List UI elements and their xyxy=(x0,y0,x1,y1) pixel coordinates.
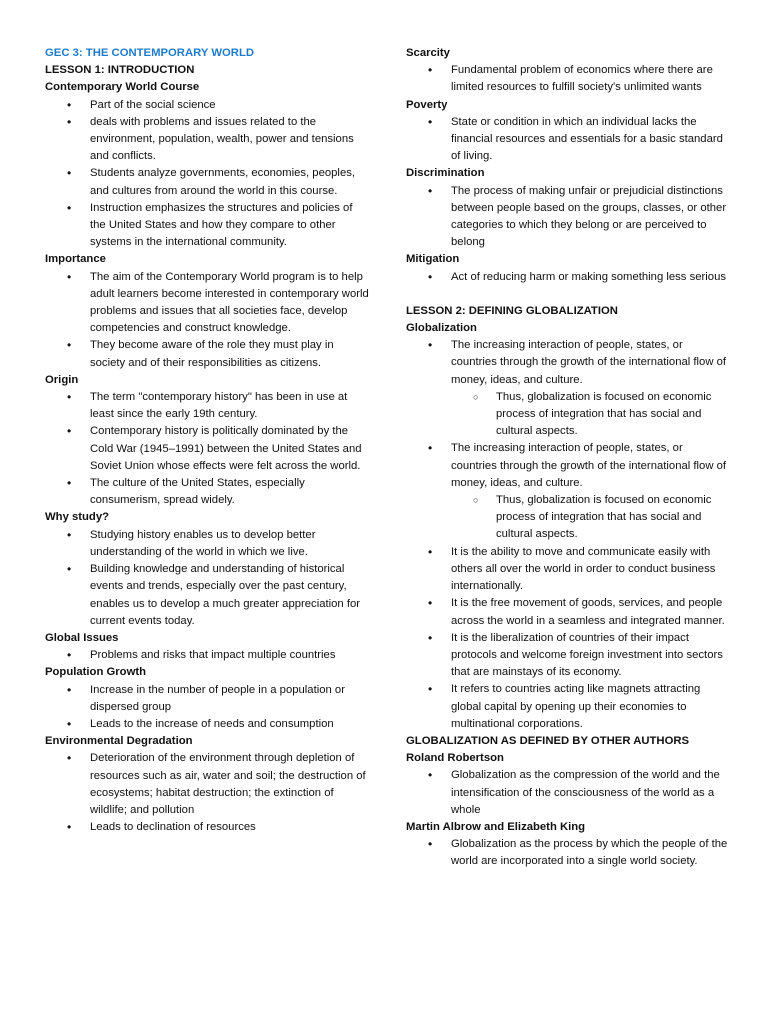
bullet-item: • Increase in the number of people in a population or dispersed group xyxy=(45,682,370,716)
bullet-item: • Instruction emphasizes the structures and policies of the United States and how they compare to other systems in the international community. xyxy=(45,200,370,252)
bullet-item xyxy=(406,337,728,440)
sub-bullet-item: ○ Thus, globalization is focused on economic process of integration that has social and cultural aspects. xyxy=(451,389,728,441)
bullet-item: • They become aware of the role they must play in society and of their responsibilities as citizens. xyxy=(45,337,370,371)
right-column xyxy=(406,45,728,871)
section-heading: Environmental Degradation xyxy=(45,735,193,748)
bullet-list xyxy=(45,750,370,836)
bullet-item: • Building knowledge and understanding of historical events and trends, especially over the past century, enables us to develop a much greater appreciation for current events today. xyxy=(45,561,370,630)
bullet-text: The increasing interaction of people, states, or countries through the growth of the international flow of money, ideas, and culture. xyxy=(451,442,727,489)
section-heading: Discrimination xyxy=(406,167,485,180)
bullet-list xyxy=(45,647,370,664)
bullet-list xyxy=(45,97,370,252)
bullet-item: • It is the ability to move and communicate easily with others all over the world in order to conduct business internationally. xyxy=(406,544,728,596)
bullet-item: • Studying history enables us to develop better understanding of the world in which we live. xyxy=(45,527,370,561)
bullet-list xyxy=(406,114,728,166)
bullet-item: • Leads to declination of resources xyxy=(45,819,370,836)
section-heading: Poverty xyxy=(406,98,448,111)
section-heading: Why study? xyxy=(45,511,110,524)
bullet-item: • Globalization as the compression of the world and the intensification of the consciousness of the world as a whole xyxy=(406,767,728,819)
section-heading: Population Growth xyxy=(45,666,147,679)
bullet-list xyxy=(45,389,370,509)
bullet-item: • The culture of the United States, especially consumerism, spread widely. xyxy=(45,475,370,509)
author-heading: Roland Robertson xyxy=(406,752,504,765)
bullet-item: • The process of making unfair or prejudicial distinctions between people based on the groups, classes, or other categories to which they belong or are perceived to belong xyxy=(406,183,728,252)
bullet-list xyxy=(406,269,728,286)
bullet-item: • Problems and risks that impact multiple countries xyxy=(45,647,370,664)
bullet-item xyxy=(406,440,728,543)
bullet-item: • Deterioration of the environment through depletion of resources such as air, water and soil; the destruction of ecosystems; habitat destruction; the extinction of wildlife; and pollution xyxy=(45,750,370,819)
bullet-list xyxy=(406,62,728,96)
blank-line xyxy=(406,286,728,303)
bullet-list xyxy=(406,767,728,819)
bullet-item: • The aim of the Contemporary World program is to help adult learners become interested in contemporary world problems and issues that all societies face, develop competencies and construct knowledge. xyxy=(45,269,370,338)
section-heading: Mitigation xyxy=(406,253,460,266)
bullet-item: • It is the liberalization of countries of their impact protocols and welcome foreign investment into sectors that are mainstays of its economy. xyxy=(406,630,728,682)
authors-title: GLOBALIZATION AS DEFINED BY OTHER AUTHORS xyxy=(406,734,690,747)
section-heading: Globalization xyxy=(406,322,477,335)
bullet-list xyxy=(45,527,370,630)
section-heading: Scarcity xyxy=(406,47,450,59)
bullet-list xyxy=(406,337,728,733)
section-heading: Origin xyxy=(45,373,79,386)
bullet-item: • Students analyze governments, economies, peoples, and cultures from around the world in this course. xyxy=(45,165,370,199)
bullet-item: • The term "contemporary history" has been in use at least since the early 19th century. xyxy=(45,389,370,423)
section-heading: Importance xyxy=(45,253,106,266)
section-heading: Global Issues xyxy=(45,631,119,644)
sub-bullet-list xyxy=(451,492,728,544)
bullet-text: The increasing interaction of people, states, or countries through the growth of the international flow of money, ideas, and culture. xyxy=(451,339,727,386)
bullet-item: • Globalization as the process by which the people of the world are incorporated into a single world society. xyxy=(406,836,728,870)
left-column xyxy=(45,45,370,836)
bullet-list xyxy=(406,183,728,252)
bullet-item: • Part of the social science xyxy=(45,97,370,114)
bullet-item: • It refers to countries acting like magnets attracting global capital by opening up their economies to multinational corporations. xyxy=(406,681,728,733)
author-heading: Martin Albrow and Elizabeth King xyxy=(406,820,586,833)
lesson-2-title: LESSON 2: DEFINING GLOBALIZATION xyxy=(406,304,618,317)
bullet-item: • Contemporary history is politically dominated by the Cold War (1945–1991) between the United States and Soviet Union whose effects were felt across the world. xyxy=(45,423,370,475)
bullet-item: • Leads to the increase of needs and consumption xyxy=(45,716,370,733)
sub-bullet-item: ○ Thus, globalization is focused on economic process of integration that has social and cultural aspects. xyxy=(451,492,728,544)
bullet-item: • Act of reducing harm or making something less serious xyxy=(406,269,728,286)
lesson-1-title: LESSON 1: INTRODUCTION xyxy=(45,64,195,77)
bullet-item: • State or condition in which an individual lacks the financial resources and essentials for a basic standard of living. xyxy=(406,114,728,166)
bullet-item: • Fundamental problem of economics where there are limited resources to fulfill society's unlimited wants xyxy=(406,62,728,96)
bullet-list xyxy=(45,682,370,734)
sub-bullet-list xyxy=(451,389,728,441)
bullet-list xyxy=(406,836,728,870)
bullet-item: • It is the free movement of goods, services, and people across the world in a seamless and integrated manner. xyxy=(406,595,728,629)
bullet-list xyxy=(45,269,370,372)
section-heading: Contemporary World Course xyxy=(45,81,200,94)
course-title: GEC 3: THE CONTEMPORARY WORLD xyxy=(45,47,254,59)
bullet-item: • deals with problems and issues related to the environment, population, wealth, power and tensions and conflicts. xyxy=(45,114,370,166)
